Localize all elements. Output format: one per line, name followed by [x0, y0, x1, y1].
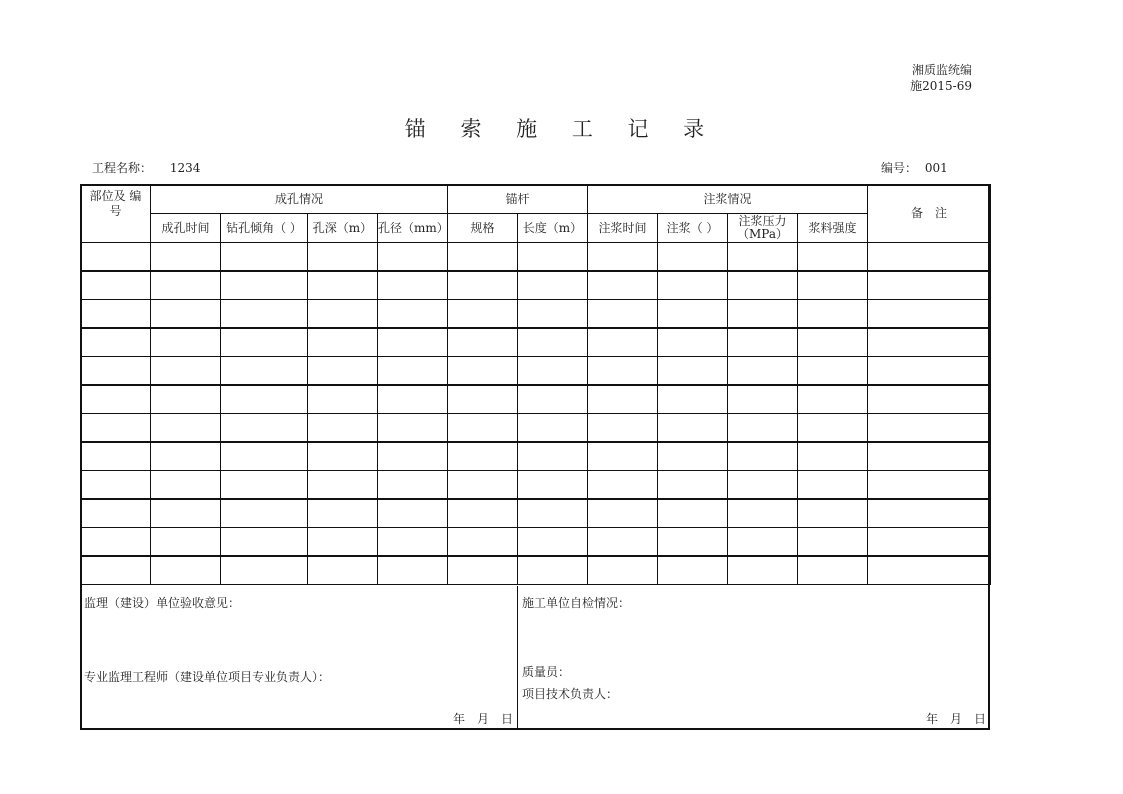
table-cell[interactable] [378, 442, 448, 471]
table-cell[interactable] [378, 414, 448, 443]
table-cell[interactable] [518, 528, 588, 557]
table-cell[interactable] [221, 300, 308, 329]
table-cell[interactable] [151, 385, 221, 414]
table-cell[interactable] [868, 243, 991, 272]
header-col: 注浆时间 [588, 214, 658, 243]
table-cell[interactable] [868, 357, 991, 386]
table-cell[interactable] [378, 243, 448, 272]
table-cell[interactable] [588, 499, 658, 528]
table-cell[interactable] [798, 300, 868, 329]
table-cell[interactable] [221, 414, 308, 443]
supervisor-label: 专业监理工程师（建设单位项目专业负责人）： [84, 670, 331, 684]
table-cell[interactable] [798, 414, 868, 443]
table-cell[interactable] [518, 499, 588, 528]
table-cell[interactable] [658, 471, 728, 500]
table-row [81, 442, 991, 471]
table-cell[interactable] [308, 357, 378, 386]
table-row [81, 300, 991, 329]
table-cell[interactable] [151, 243, 221, 272]
table-cell[interactable] [308, 328, 378, 357]
table-cell[interactable] [378, 300, 448, 329]
table-row [81, 471, 991, 500]
table-row [81, 414, 991, 443]
table-cell[interactable] [448, 442, 518, 471]
table-cell[interactable] [518, 471, 588, 500]
date-right: 年 月 日 [925, 712, 986, 726]
project-name-label: 工程名称： [92, 161, 153, 175]
date-left: 年 月 日 [452, 712, 513, 726]
table-cell[interactable] [378, 471, 448, 500]
table-cell[interactable] [588, 556, 658, 585]
table-cell[interactable] [658, 528, 728, 557]
table-cell[interactable] [518, 414, 588, 443]
table-cell[interactable] [518, 357, 588, 386]
table-cell[interactable] [308, 271, 378, 300]
table-cell[interactable] [658, 300, 728, 329]
quality-officer-label: 质量员： [522, 665, 571, 679]
table-cell[interactable] [728, 385, 798, 414]
table-cell[interactable] [798, 442, 868, 471]
self-check-label: 施工单位自检情况： [522, 596, 631, 610]
table-cell[interactable] [658, 556, 728, 585]
table-cell[interactable] [448, 271, 518, 300]
table-cell[interactable] [308, 414, 378, 443]
header-anchor-group: 锚杆 [448, 185, 588, 214]
table-cell[interactable] [151, 357, 221, 386]
header-col: 浆料强度 [798, 214, 868, 243]
table-cell[interactable] [728, 328, 798, 357]
signature-section [80, 586, 990, 730]
table-cell[interactable] [448, 300, 518, 329]
table-cell[interactable] [658, 385, 728, 414]
table-cell[interactable] [378, 385, 448, 414]
table-cell[interactable] [308, 471, 378, 500]
table-cell[interactable] [588, 414, 658, 443]
table-cell[interactable] [518, 243, 588, 272]
table-cell[interactable] [798, 528, 868, 557]
table-cell[interactable] [728, 442, 798, 471]
header-col: 注浆（ ） [658, 214, 728, 243]
supervision-opinion-label: 监理（建设）单位验收意见： [84, 596, 241, 610]
table-cell[interactable] [588, 385, 658, 414]
table-cell[interactable] [448, 414, 518, 443]
table-cell[interactable] [728, 357, 798, 386]
table-cell[interactable] [151, 556, 221, 585]
table-cell[interactable] [518, 300, 588, 329]
table-cell[interactable] [81, 442, 151, 471]
table-cell[interactable] [448, 499, 518, 528]
table-cell[interactable] [518, 556, 588, 585]
table-cell[interactable] [221, 442, 308, 471]
table-cell[interactable] [658, 243, 728, 272]
header-remarks: 备 注 [868, 185, 991, 243]
table-cell[interactable] [448, 328, 518, 357]
table-cell[interactable] [518, 328, 588, 357]
table-cell[interactable] [728, 300, 798, 329]
table-cell[interactable] [658, 271, 728, 300]
form-code [872, 62, 972, 94]
table-row [81, 556, 991, 585]
table-cell[interactable] [518, 271, 588, 300]
table-cell[interactable] [151, 528, 221, 557]
table-cell[interactable] [518, 442, 588, 471]
header-col: 注浆压力（MPa） [728, 214, 798, 243]
record-number [881, 159, 948, 176]
table-cell[interactable] [151, 300, 221, 329]
table-cell[interactable] [151, 414, 221, 443]
table-cell[interactable] [81, 414, 151, 443]
table-cell[interactable] [308, 243, 378, 272]
header-col: 长度（m） [518, 214, 588, 243]
table-cell[interactable] [378, 328, 448, 357]
table-cell[interactable] [588, 471, 658, 500]
table-cell[interactable] [81, 528, 151, 557]
table-cell[interactable] [151, 499, 221, 528]
table-cell[interactable] [81, 328, 151, 357]
header-col: 规格 [448, 214, 518, 243]
table-cell[interactable] [221, 499, 308, 528]
table-cell[interactable] [308, 385, 378, 414]
table-cell[interactable] [221, 385, 308, 414]
table-cell[interactable] [81, 499, 151, 528]
header-col: 成孔时间 [151, 214, 221, 243]
table-cell[interactable] [448, 357, 518, 386]
table-cell[interactable] [728, 528, 798, 557]
table-cell[interactable] [378, 357, 448, 386]
table-cell[interactable] [728, 414, 798, 443]
table-cell[interactable] [308, 528, 378, 557]
table-cell[interactable] [308, 499, 378, 528]
table-cell[interactable] [221, 528, 308, 557]
form-code-line1: 湘质监统编 [911, 63, 972, 77]
self-check-box [518, 586, 990, 730]
table-cell[interactable] [658, 414, 728, 443]
table-cell[interactable] [448, 528, 518, 557]
table-cell[interactable] [308, 556, 378, 585]
table-cell[interactable] [588, 528, 658, 557]
table-cell[interactable] [378, 556, 448, 585]
table-cell[interactable] [81, 471, 151, 500]
header-col: 钻孔倾角（ ） [221, 214, 308, 243]
table-row [81, 357, 991, 386]
table-cell[interactable] [588, 271, 658, 300]
record-table [80, 184, 991, 585]
table-cell[interactable] [588, 328, 658, 357]
header-part-number: 部位及 编 号 [81, 185, 151, 243]
table-cell[interactable] [448, 471, 518, 500]
table-cell[interactable] [221, 271, 308, 300]
table-cell[interactable] [728, 243, 798, 272]
table-row [81, 243, 991, 272]
table-cell[interactable] [448, 385, 518, 414]
table-cell[interactable] [798, 328, 868, 357]
header-col: 孔深（m） [308, 214, 378, 243]
table-row [81, 385, 991, 414]
table-cell[interactable] [868, 499, 991, 528]
header-grout-group: 注浆情况 [588, 185, 868, 214]
table-cell[interactable] [728, 471, 798, 500]
table-cell[interactable] [308, 442, 378, 471]
table-cell[interactable] [868, 328, 991, 357]
header-col: 孔径（mm） [378, 214, 448, 243]
table-cell[interactable] [868, 528, 991, 557]
table-cell[interactable] [798, 499, 868, 528]
table-cell[interactable] [518, 385, 588, 414]
table-cell[interactable] [151, 271, 221, 300]
header-hole-group: 成孔情况 [151, 185, 448, 214]
table-cell[interactable] [221, 471, 308, 500]
table-cell[interactable] [221, 328, 308, 357]
table-cell[interactable] [798, 357, 868, 386]
table-cell[interactable] [378, 528, 448, 557]
table-cell[interactable] [81, 556, 151, 585]
table-cell[interactable] [151, 328, 221, 357]
form-code-line2: 施2015-69 [910, 79, 972, 93]
page-title: 锚 索 施 工 记 录 [404, 117, 719, 141]
table-cell[interactable] [868, 442, 991, 471]
table-cell[interactable] [448, 243, 518, 272]
table-cell[interactable] [868, 385, 991, 414]
table-cell[interactable] [798, 385, 868, 414]
table-cell[interactable] [798, 271, 868, 300]
table-cell[interactable] [221, 556, 308, 585]
table-cell[interactable] [658, 357, 728, 386]
table-cell[interactable] [868, 471, 991, 500]
table-cell[interactable] [588, 357, 658, 386]
tech-lead-label: 项目技术负责人： [522, 687, 619, 701]
supervision-box [80, 586, 518, 730]
table-row [81, 528, 991, 557]
table-cell[interactable] [81, 271, 151, 300]
table-cell[interactable] [588, 300, 658, 329]
table-cell[interactable] [728, 271, 798, 300]
project-name-value: 1234 [169, 161, 201, 175]
table-cell[interactable] [798, 556, 868, 585]
table-cell[interactable] [221, 357, 308, 386]
record-number-value: 001 [924, 161, 948, 175]
table-cell[interactable] [81, 385, 151, 414]
table-cell[interactable] [378, 499, 448, 528]
table-row [81, 328, 991, 357]
table-cell[interactable] [868, 414, 991, 443]
record-number-label: 编号： [881, 161, 918, 175]
table-cell[interactable] [658, 442, 728, 471]
table-cell[interactable] [798, 243, 868, 272]
table-cell[interactable] [81, 300, 151, 329]
table-cell[interactable] [728, 499, 798, 528]
project-name [92, 159, 200, 176]
table-cell[interactable] [81, 357, 151, 386]
table-cell[interactable] [588, 243, 658, 272]
table-cell[interactable] [728, 556, 798, 585]
table-cell[interactable] [81, 243, 151, 272]
table-cell[interactable] [588, 442, 658, 471]
table-cell[interactable] [868, 271, 991, 300]
header-row-2 [81, 214, 991, 243]
table-row [81, 271, 991, 300]
table-row [81, 499, 991, 528]
table-cell[interactable] [658, 328, 728, 357]
table-cell[interactable] [308, 300, 378, 329]
header-row-1 [81, 185, 991, 214]
table-cell[interactable] [868, 556, 991, 585]
table-cell[interactable] [868, 300, 991, 329]
table-cell[interactable] [448, 556, 518, 585]
table-cell[interactable] [378, 271, 448, 300]
table-cell[interactable] [221, 243, 308, 272]
table-cell[interactable] [151, 471, 221, 500]
table-cell[interactable] [798, 471, 868, 500]
table-cell[interactable] [658, 499, 728, 528]
table-cell[interactable] [151, 442, 221, 471]
